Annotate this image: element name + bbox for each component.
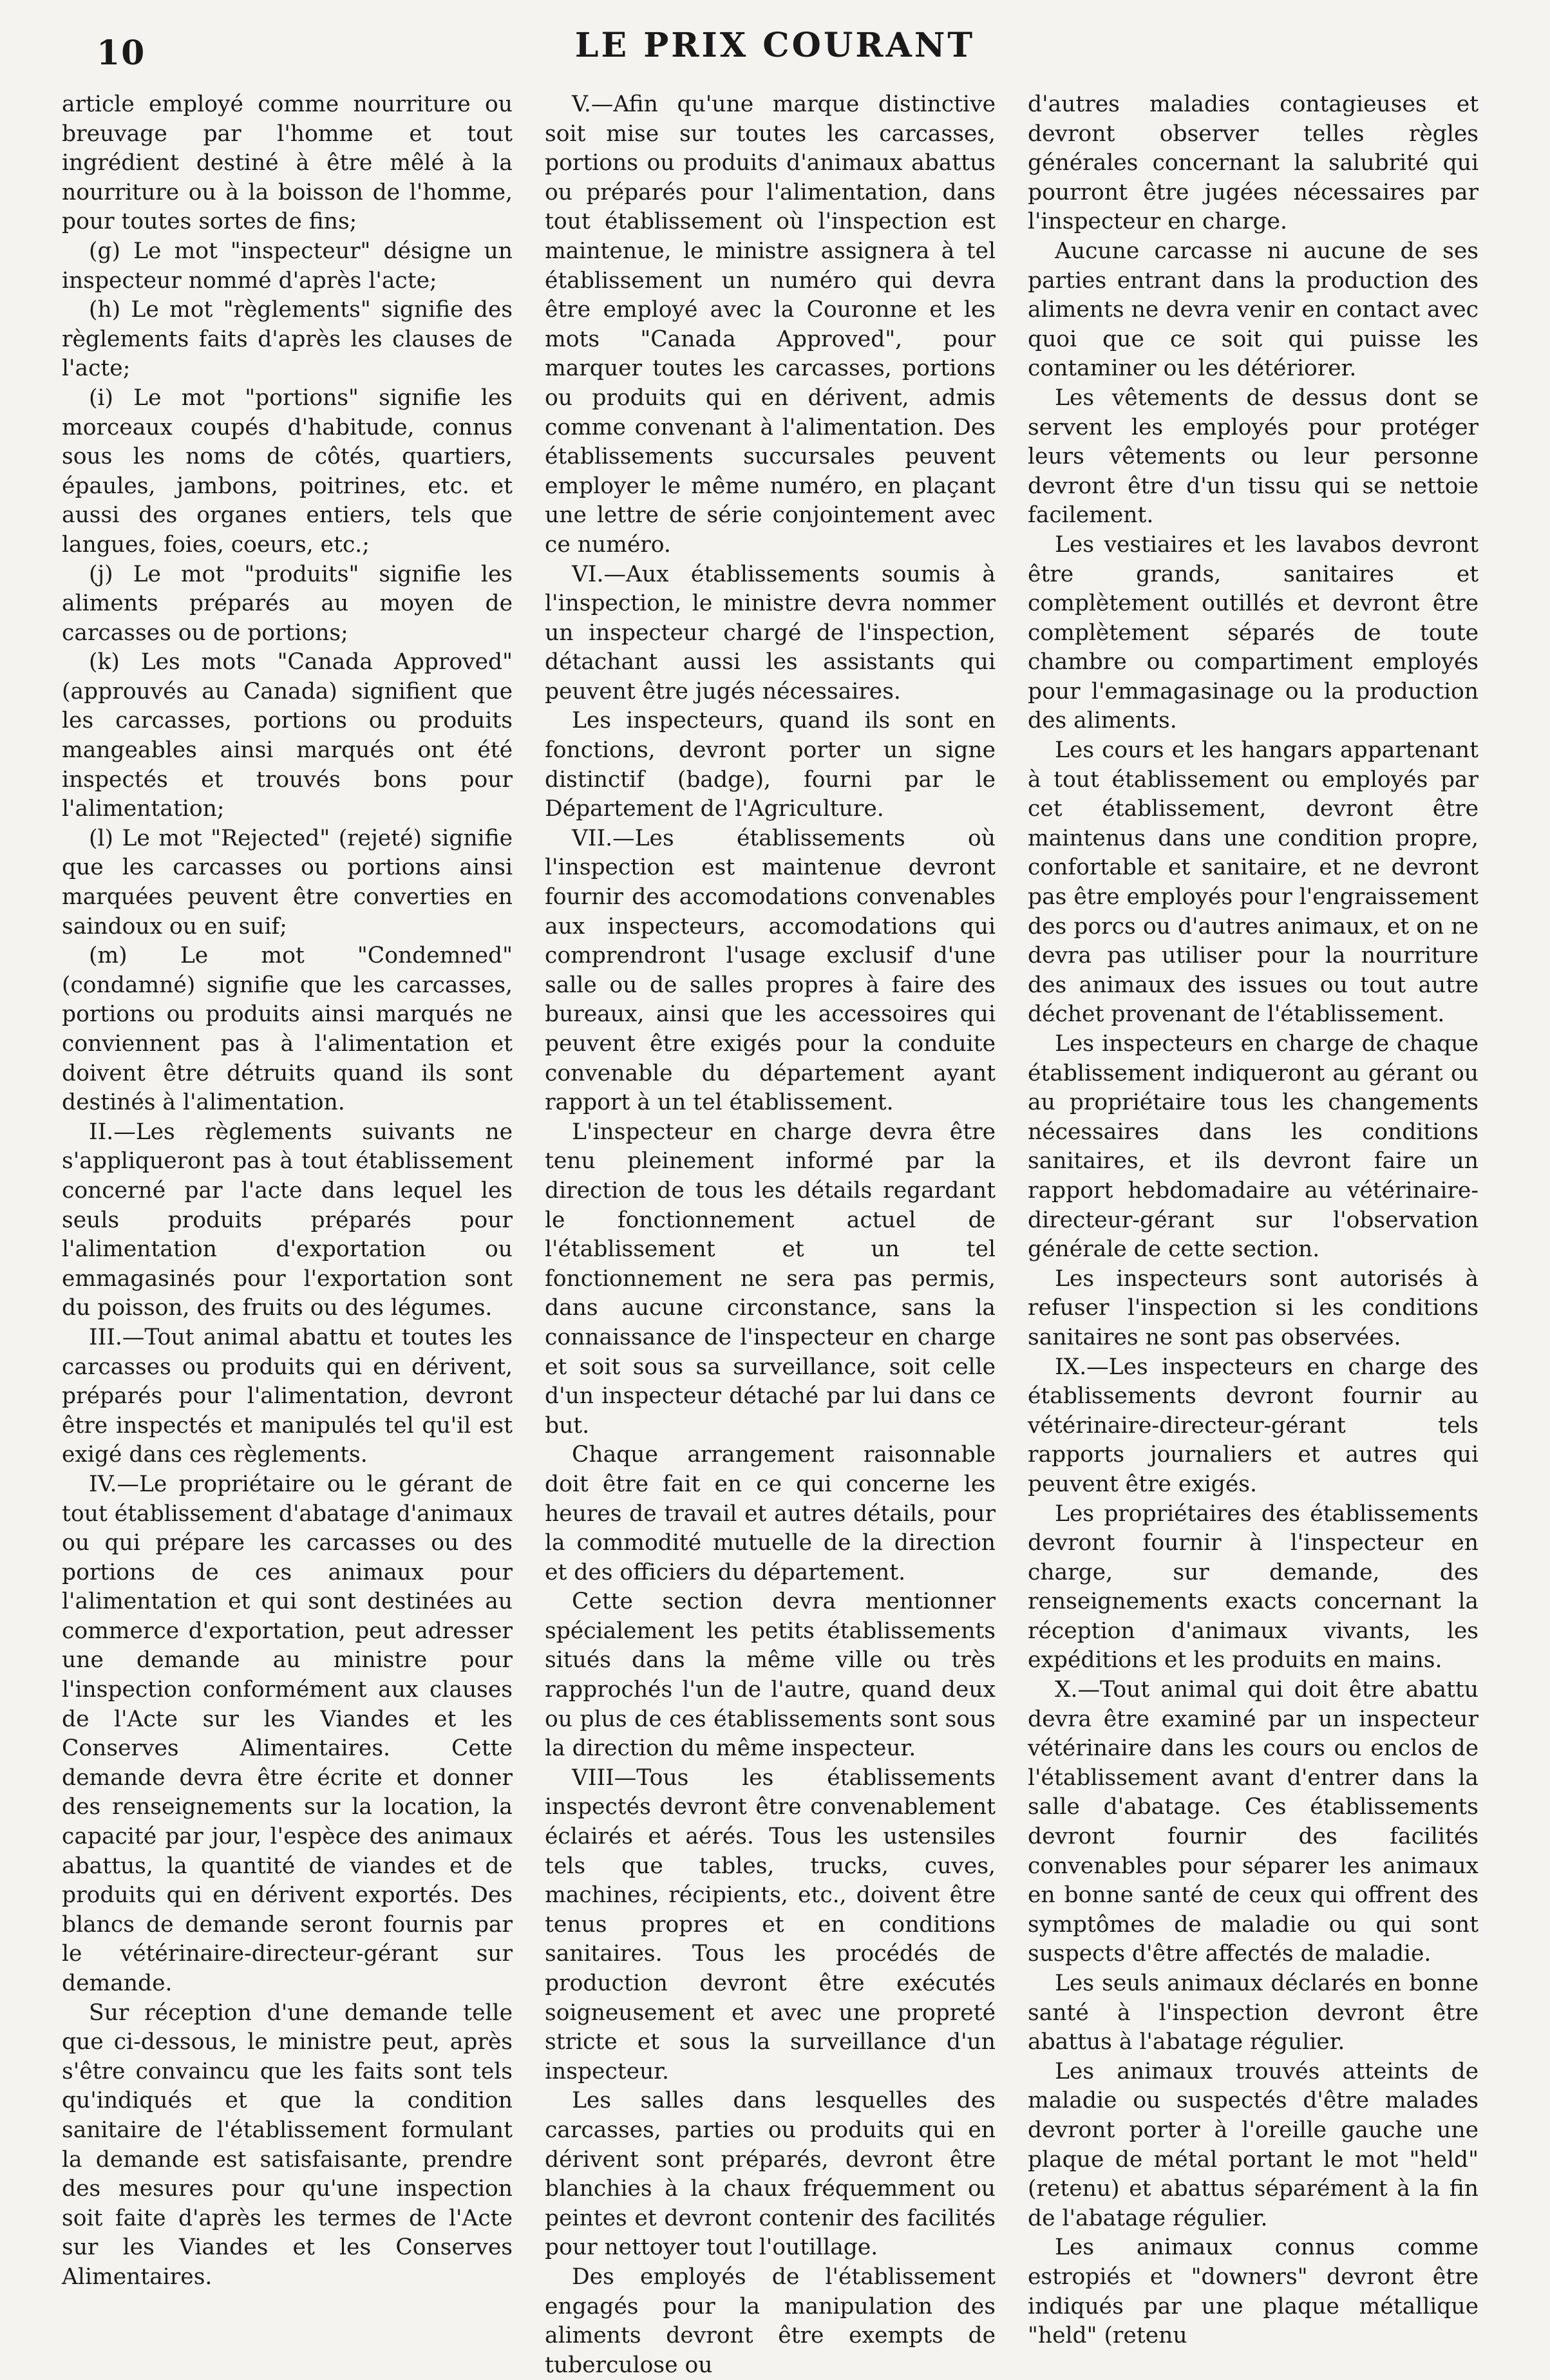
article-paragraph: d'autres maladies contagieuses et devront observer telles règles générales concernant la salubrité qui pourront être jugées nécessaires par l'inspecteur en charge. [1028,91,1479,235]
article-paragraph: Les animaux trouvés atteints de maladie ou suspectés d'être malades devront porter à l'oreille gauche une plaque de métal portant le mot "held" (retenu) et abattus séparément à la fin de l'abatage régulier. [1028,2058,1479,2231]
article-paragraph: (k) Les mots "Canada Approved" (approuvés au Canada) signifient que les carcasses, portions ou produits mangeables ainsi marqués ont été inspectés et trouvés bons pour l'alimentation; [62,649,513,822]
article-paragraph: Cette section devra mentionner spécialement les petits établissements situés dans la même ville ou très rapprochés l'un de l'autre, quand deux ou plus de ces établissements sont sous la direction du même inspecteur. [545,1589,996,1762]
article-paragraph: Les vêtements de dessus dont se servent les employés pour protéger leurs vêtements ou leur personne devront être d'un tissu qui se nettoie facilement. [1028,384,1479,529]
article-paragraph: (g) Le mot "inspecteur" désigne un inspecteur nommé d'après l'acte; [62,238,513,294]
article-paragraph: L'inspecteur en charge devra être tenu pleinement informé par la direction de tous les détails regardant le fonctionnement actuel de l'établissement et un tel fonctionnement ne sera pas permis, dans aucune circonstance, sans la connaissance de l'inspecteur en charge et soit sous sa surveillance, soit celle d'un inspecteur détaché par lui dans ce but. [545,1119,996,1439]
article-paragraph: Les seuls animaux déclarés en bonne santé à l'inspection devront être abattus à l'abatage régulier. [1028,1970,1479,2055]
article-paragraph: Les inspecteurs, quand ils sont en fonctions, devront porter un signe distinctif (badge), fourni par le Département de l'Agriculture. [545,708,996,822]
article-paragraph: V.—Afin qu'une marque distinctive soit mise sur toutes les carcasses, portions ou produits d'animaux abattus ou préparés pour l'alimentation, dans tout établissement où l'inspection est maintenue, le ministre assignera à tel établissement un numéro qui devra être employé avec la Couronne et les mots "Canada Approved", pour marquer toutes les carcasses, portions ou produits qui en dérivent, admis comme convenant à l'alimentation. Des établissements succursales peuvent employer le même numéro, en plaçant une lettre de série conjointement avec ce numéro. [545,91,996,558]
article-paragraph: Les propriétaires des établissements devront fournir à l'inspecteur en charge, sur demande, des renseignements exacts concernant la réception d'animaux vivants, les expéditions et les produits en mains. [1028,1500,1479,1674]
column-1 [62,90,513,2292]
article-paragraph: IX.—Les inspecteurs en charge des établissements devront fournir au vétérinaire-directeur-gérant tels rapports journaliers et autres qui peuvent être exigés. [1028,1354,1479,1497]
article-paragraph: Chaque arrangement raisonnable doit être fait en ce qui concerne les heures de travail et autres détails, pour la commodité mutuelle de la direction et des officiers du département. [545,1442,996,1585]
article-paragraph: Les animaux connus comme estropiés et "downers" devront être indiqués par une plaque métallique "held" (retenu [1028,2234,1479,2349]
article-paragraph: II.—Les règlements suivants ne s'appliqueront pas à tout établissement concerné par l'acte dans lequel les seuls produits préparés pour l'alimentation d'exportation ou emmagasinés pour l'exportation sont du poisson, des fruits ou des légumes. [62,1119,513,1321]
column-2 [545,90,996,2380]
article-paragraph: Les inspecteurs en charge de chaque établissement indiqueront au gérant ou au propriétaire tous les changements nécessaires dans les conditions sanitaires, et ils devront faire un rapport hebdomadaire au vétérinaire-directeur-gérant sur l'observation générale de cette section. [1028,1031,1479,1263]
article-columns [62,90,1498,2378]
article-paragraph: Les salles dans lesquelles des carcasses, parties ou produits qui en dérivent sont préparés, devront être blanchies à la chaux fréquemment ou peintes et devront contenir des facilités pour nettoyer tout l'outillage. [545,2088,996,2261]
article-paragraph: Sur réception d'une demande telle que ci-dessous, le ministre peut, après s'être convaincu que les faits sont tels qu'indiqués et que la condition sanitaire de l'établissement formulant la demande est satisfaisante, prendre des mesures pour qu'une inspection soit faite d'après les termes de l'Acte sur les Viandes et les Conserves Alimentaires. [62,1999,513,2290]
article-paragraph: III.—Tout animal abattu et toutes les carcasses ou produits qui en dérivent, préparés pour l'alimentation, devront être inspectés et manipulés tel qu'il est exigé dans ces règlements. [62,1324,513,1468]
article-paragraph: (i) Le mot "portions" signifie les morceaux coupés d'habitude, connus sous les noms de côtés, quartiers, épaules, jambons, poitrines, etc. et aussi des organes entiers, tels que langues, foies, coeurs, etc.; [62,384,513,558]
page-header [0,19,1550,90]
article-paragraph: VIII—Tous les établissements inspectés devront être convenablement éclairés et aérés. Tous les ustensiles tels que tables, trucks, cuves, machines, récipients, etc., doivent être tenus propres et en conditions sanitaires. Tous les procédés de production devront être exécutés soigneusement et avec une propreté stricte et sous la surveillance d'un inspecteur. [545,1764,996,2084]
article-paragraph: Les cours et les hangars appartenant à tout établissement ou employés par cet établissement, devront être maintenus dans une condition propre, confortable et sanitaire, et ne devront pas être employés pour l'engraissement des porcs ou d'autres animaux, et on ne devra pas utiliser pour la nourriture des animaux des issues ou tout autre déchet provenant de l'établissement. [1028,737,1479,1028]
article-paragraph: (l) Le mot "Rejected" (rejeté) signifie que les carcasses ou portions ainsi marquées peuvent être converties en saindoux ou en suif; [62,825,513,940]
article-paragraph: Des employés de l'établissement engagés pour la manipulation des aliments devront être exempts de tuberculose ou [545,2263,996,2378]
article-paragraph: article employé comme nourriture ou breuvage par l'homme et tout ingrédient destiné à être mêlé à la nourriture ou à la boisson de l'homme, pour toutes sortes de fins; [62,91,513,235]
article-paragraph: Les inspecteurs sont autorisés à refuser l'inspection si les conditions sanitaires ne sont pas observées. [1028,1265,1479,1350]
article-paragraph: Les vestiaires et les lavabos devront être grands, sanitaires et complètement outillés et devront être complètement séparés de toute chambre ou compartiment employés pour l'emmagasinage ou la production des aliments. [1028,531,1479,734]
article-paragraph: (m) Le mot "Condemned" (condamné) signifie que les carcasses, portions ou produits ainsi marqués ne conviennent pas à l'alimentation et doivent être détruits quand ils sont destinés à l'alimentation. [62,943,513,1116]
article-paragraph: (h) Le mot "règlements" signifie des règlements faits d'après les clauses de l'acte; [62,297,513,382]
running-title: LE PRIX COURANT [574,26,976,65]
article-paragraph: VI.—Aux établissements soumis à l'inspection, le ministre devra nommer un inspecteur chargé de l'inspection, détachant aussi les assistants qui peuvent être jugés nécessaires. [545,561,996,704]
article-paragraph: Aucune carcasse ni aucune de ses parties entrant dans la production des aliments ne devra venir en contact avec quoi que ce soit qui puisse les contaminer ou les détériorer. [1028,238,1479,382]
article-paragraph: (j) Le mot "produits" signifie les aliments préparés au moyen de carcasses ou de portions; [62,561,513,646]
column-3 [1028,90,1479,2351]
article-paragraph: VII.—Les établissements où l'inspection est maintenue devront fournir des accomodations convenables aux inspecteurs, accomodations qui comprendront l'usage exclusif d'une salle ou de salles propres à faire des bureaux, ainsi que les accessoires qui peuvent être exigés pour la conduite convenable du département ayant rapport à un tel établissement. [545,825,996,1116]
page-number: 10 [97,33,146,73]
article-paragraph: X.—Tout animal qui doit être abattu devra être examiné par un inspecteur vétérinaire dans les cours ou enclos de l'établissement avant d'entrer dans la salle d'abatage. Ces établissements devront fournir des facilités convenables pour séparer les animaux en bonne santé de ceux qui offrent des symptômes de maladie ou qui sont suspects d'être affectés de maladie. [1028,1677,1479,1967]
article-paragraph: IV.—Le propriétaire ou le gérant de tout établissement d'abatage d'animaux ou qui prépare les carcasses ou des portions de ces animaux pour l'alimentation et qui sont destinées au commerce d'exportation, peut adresser une demande au ministre pour l'inspection conformément aux clauses de l'Acte sur les Viandes et les Conserves Alimentaires. Cette demande devra être écrite et donner des renseignements sur la location, la capacité par jour, l'espèce des animaux abattus, la quantité de viandes et de produits qui en dérivent exportés. Des blancs de demande seront fournis par le vétérinaire-directeur-gérant sur demande. [62,1471,513,1996]
